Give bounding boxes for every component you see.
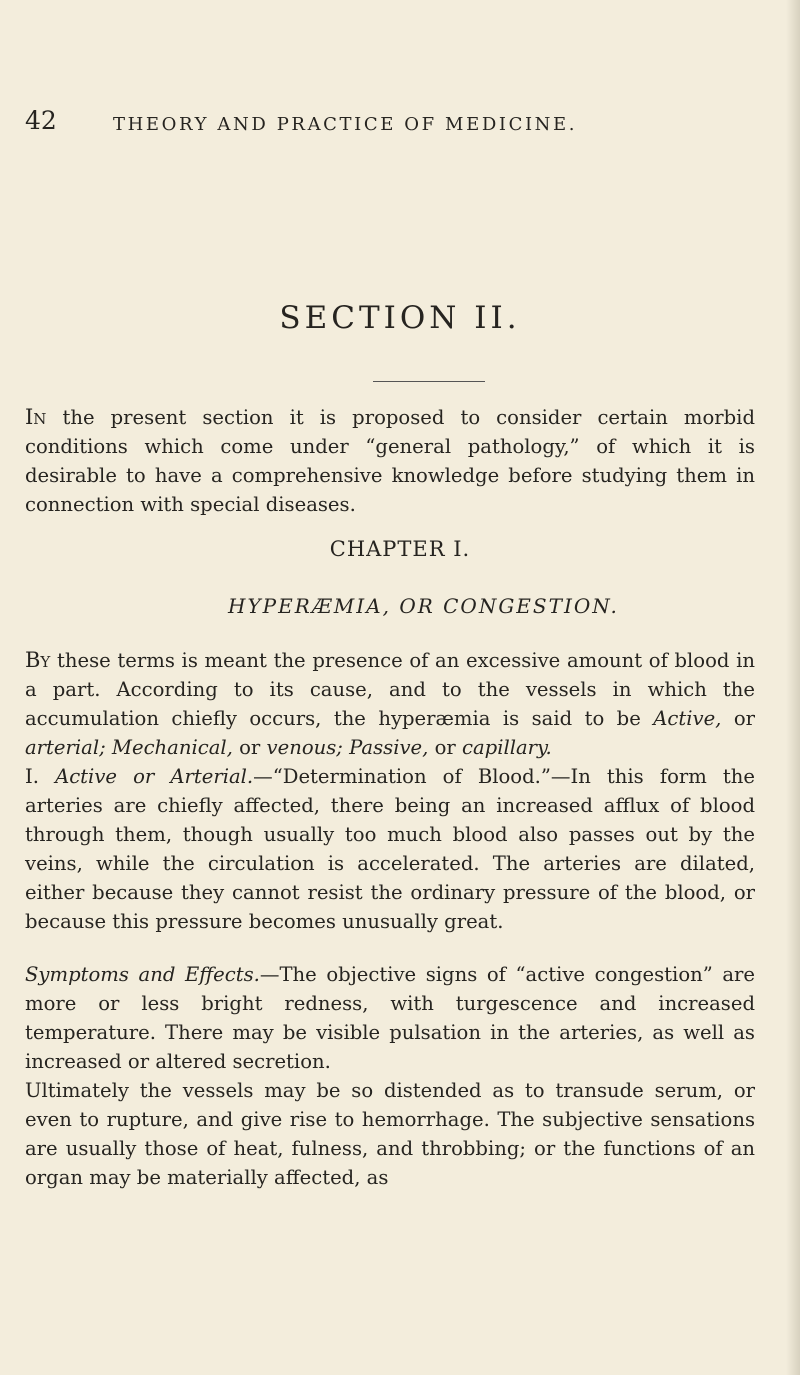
symptoms-paragraph — [25, 960, 755, 1076]
intro-paragraph — [25, 403, 755, 519]
p1-text: these terms is meant the presence of an excessive amount of blood in a part. According to its cause, and to the vessels in which the accumulation chiefly occurs, the hyperæmia is said to be — [25, 649, 755, 731]
p1-arterial: arterial; Mechanical, — [25, 736, 233, 760]
p1-or-2: or — [232, 736, 267, 760]
p2-numeral: I. — [25, 765, 56, 788]
section-rule — [373, 381, 485, 382]
p1-or-1: or — [721, 707, 755, 731]
section-title: SECTION II. — [279, 300, 521, 336]
p2-heading: Active or Arterial. — [55, 765, 254, 788]
p1-venous: venous; Passive, — [266, 736, 429, 760]
running-head: THEORY AND PRACTICE OF MEDICINE. — [113, 114, 578, 135]
page-edge-shadow — [786, 0, 800, 1375]
p1-capillary: capillary. — [462, 736, 552, 760]
p1-active: Active, — [653, 707, 722, 731]
chapter-title: CHAPTER I. — [329, 537, 471, 561]
page-number: 42 — [25, 106, 57, 135]
definition-paragraph — [25, 646, 755, 762]
intro-text: the present section it is proposed to consider certain morbid conditions which come under “general pathology,” of which it is desirable to have a comprehensive knowledge before studying them in connection with special diseases. — [25, 406, 755, 517]
p1-or-3: or — [428, 736, 462, 760]
p3-text: —The objective signs of “active congestion” are more or less bright redness, with turgescence and increased temperature. There may be visible pulsation in the arteries, as well as increased or altered secretion. — [25, 963, 755, 1074]
p2-text: —“Determination of Blood.”—In this form the arteries are chiefly affected, there being an increased afflux of blood through them, though usually too much blood also passes out by the veins, while the circulation is accelerated. The arteries are dilated, either because they cannot resist the ordinary pressure of the blood, or because this pressure becomes unusually great. — [25, 765, 755, 934]
ultimately-paragraph: Ultimately the vessels may be so distended as to transude serum, or even to rupture, and give rise to hemorrhage. The subjective sensations are usually those of heat, fulness, and throbbing; or the functions of an organ may be materially affected, as — [25, 1079, 755, 1190]
p1-lead-word: By — [25, 648, 51, 672]
chapter-subtitle: HYPERÆMIA, OR CONGESTION. — [228, 594, 619, 618]
p3-heading: Symptoms and Effects. — [25, 963, 260, 986]
intro-lead-word: In — [25, 405, 47, 429]
active-arterial-paragraph — [25, 762, 755, 937]
